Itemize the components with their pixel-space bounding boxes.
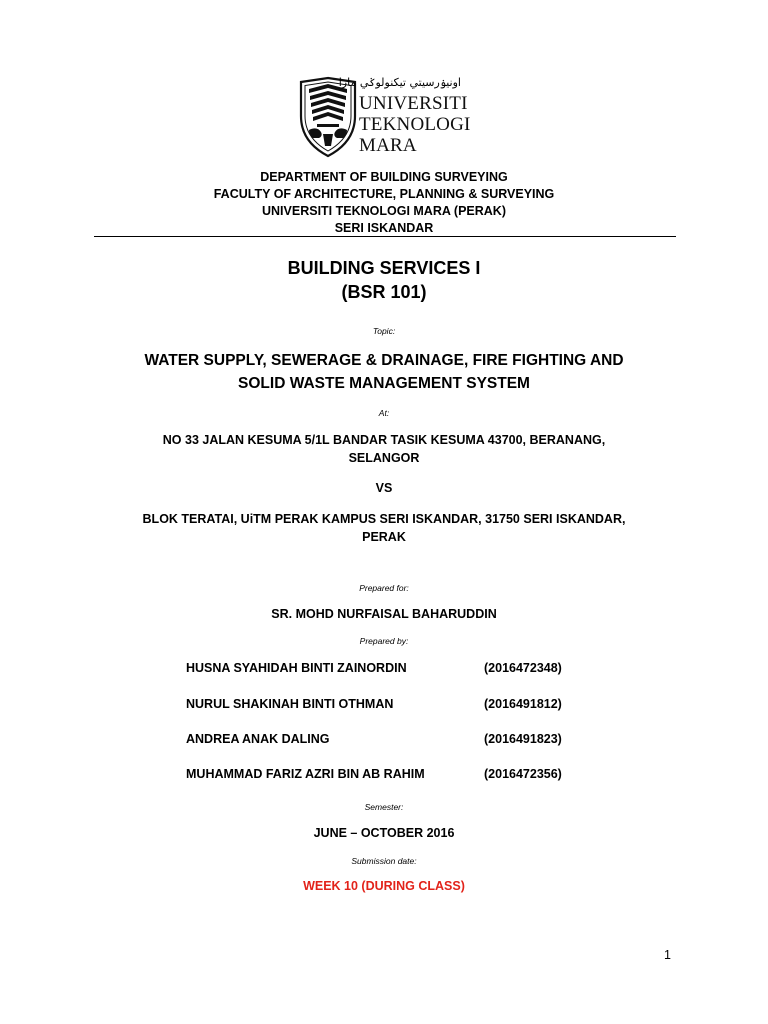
university-name-line: UNIVERSITI	[359, 93, 468, 114]
university-name-line: TEKNOLOGI	[359, 114, 471, 135]
versus-label: VS	[375, 481, 393, 495]
address-line: PERAK	[362, 530, 406, 544]
prepared-by-label: Prepared by:	[359, 636, 409, 646]
location-label: At:	[378, 408, 390, 418]
lecturer-name: SR. MOHD NURFAISAL BAHARUDDIN	[271, 607, 497, 621]
student-row	[186, 697, 606, 713]
student-row	[186, 767, 606, 783]
address-line: NO 33 JALAN KESUMA 5/1L BANDAR TASIK KESUMA 43700, BERANANG,	[162, 433, 606, 447]
course-heading	[0, 256, 768, 304]
student-name: HUSNA SYAHIDAH BINTI ZAINORDIN	[186, 661, 407, 675]
student-id: (2016491823)	[484, 732, 562, 746]
student-id: (2016472348)	[484, 661, 562, 675]
course-code: (BSR 101)	[341, 282, 427, 302]
address-line: BLOK TERATAI, UiTM PERAK KAMPUS SERI ISKANDAR, 31750 SERI ISKANDAR,	[142, 512, 626, 526]
prepared-for-label: Prepared for:	[359, 583, 409, 593]
student-name: MUHAMMAD FARIZ AZRI BIN AB RAHIM	[186, 767, 425, 781]
faculty-name: FACULTY OF ARCHITECTURE, PLANNING & SURVEYING	[213, 187, 555, 201]
semester-value: JUNE – OCTOBER 2016	[313, 826, 455, 840]
header-divider	[94, 236, 676, 237]
student-name: NURUL SHAKINAH BINTI OTHMAN	[186, 697, 394, 711]
university-name-line: MARA	[359, 135, 417, 156]
address-line: SELANGOR	[348, 451, 420, 465]
jawi-university-name: اونيۏرسيتي تيکنولوݢي مارا	[338, 76, 461, 89]
university-name	[359, 93, 469, 156]
department-name: DEPARTMENT OF BUILDING SURVEYING	[260, 170, 508, 184]
student-row	[186, 661, 606, 677]
submission-date: WEEK 10 (DURING CLASS)	[303, 879, 465, 893]
site-address-1	[0, 431, 768, 467]
semester-label: Semester:	[364, 802, 404, 812]
course-title: BUILDING SERVICES I	[287, 258, 481, 278]
topic-title	[0, 349, 768, 395]
student-row	[186, 732, 606, 748]
page-number: 1	[664, 948, 671, 962]
submission-label: Submission date:	[351, 856, 417, 866]
uitm-logo	[297, 76, 471, 158]
student-id: (2016472356)	[484, 767, 562, 781]
student-name: ANDREA ANAK DALING	[186, 732, 330, 746]
topic-line: WATER SUPPLY, SEWERAGE & DRAINAGE, FIRE FIGHTING AND	[144, 352, 624, 369]
site-address-2	[0, 510, 768, 546]
topic-label: Topic:	[372, 326, 396, 336]
university-campus: UNIVERSITI TEKNOLOGI MARA (PERAK)	[262, 204, 506, 218]
department-header	[0, 169, 768, 237]
campus-town: SERI ISKANDAR	[334, 221, 434, 235]
student-id: (2016491812)	[484, 697, 562, 711]
topic-line: SOLID WASTE MANAGEMENT SYSTEM	[238, 375, 530, 392]
